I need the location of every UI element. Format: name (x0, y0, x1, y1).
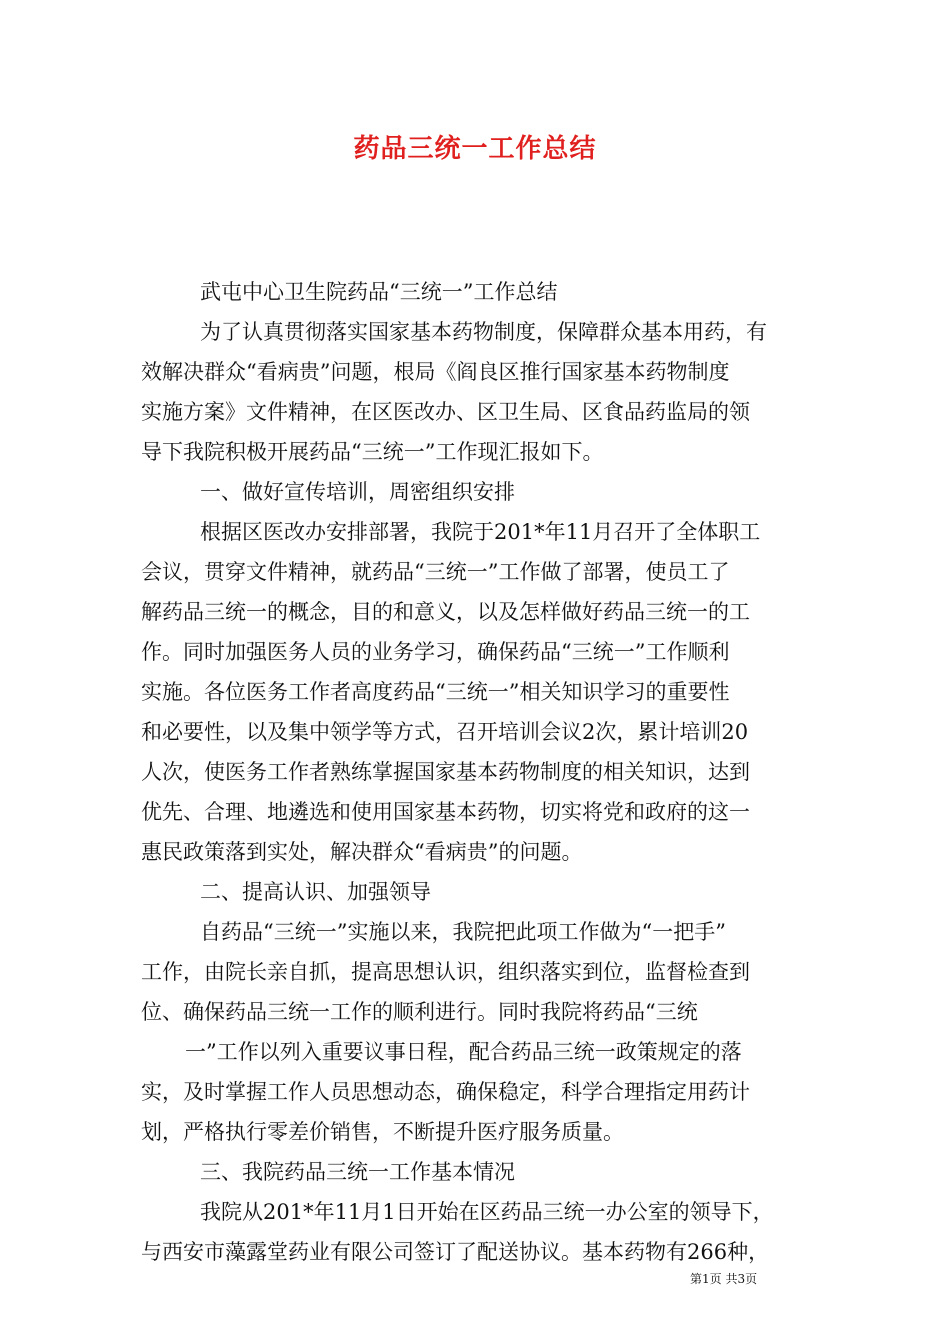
paragraph-line: 导下我院积极开展药品“三统一”工作现汇报如下。 (141, 440, 604, 464)
document-title: 药品三统一工作总结 (353, 134, 597, 164)
paragraph-line: 一”工作以列入重要议事日程，配合药品三统一政策规定的落 (185, 1040, 742, 1064)
paragraph-line: 作。同时加强医务人员的业务学习，确保药品“三统一”工作顺利 (141, 640, 730, 664)
paragraph-line: 根据区医改办安排部署，我院于201*年11月召开了全体职工 (200, 520, 761, 544)
paragraph-line: 工作，由院长亲自抓，提高思想认识，组织落实到位，监督检查到 (141, 960, 750, 984)
paragraph-line: 人次，使医务工作者熟练掌握国家基本药物制度的相关知识，达到 (141, 760, 750, 784)
paragraph-line: 位、确保药品三统一工作的顺利进行。同时我院将药品“三统 (141, 1000, 698, 1024)
paragraph-line: 会议，贯穿文件精神，就药品“三统一”工作做了部署，使员工了 (141, 560, 730, 584)
page-number: 第1页 共3页 (690, 1272, 758, 1286)
paragraph-line: 我院从201*年11月1日开始在区药品三统一办公室的领导下， (200, 1200, 774, 1224)
paragraph-line: 解药品三统一的概念，目的和意义，以及怎样做好药品三统一的工 (141, 600, 750, 624)
paragraph-line: 与西安市藻露堂药业有限公司签订了配送协议。基本药物有266种， (141, 1240, 770, 1264)
paragraph-line: 为了认真贯彻落实国家基本药物制度，保障群众基本用药，有 (200, 320, 767, 344)
paragraph-line: 实，及时掌握工作人员思想动态，确保稳定，科学合理指定用药计 (141, 1080, 750, 1104)
paragraph-line: 惠民政策落到实处，解决群众“看病贵”的问题。 (141, 840, 583, 864)
paragraph-line: 实施方案》文件精神，在区医改办、区卫生局、区食品药监局的领 (141, 400, 750, 424)
section-heading: 三、我院药品三统一工作基本情况 (200, 1160, 515, 1184)
paragraph-line: 效解决群众“看病贵”问题，根局《阎良区推行国家基本药物制度 (141, 360, 730, 384)
paragraph-line: 优先、合理、地遴选和使用国家基本药物，切实将党和政府的这一 (141, 800, 750, 824)
document-subtitle: 武屯中心卫生院药品“三统一”工作总结 (200, 280, 558, 304)
paragraph-line: 自药品“三统一”实施以来，我院把此项工作做为“一把手” (200, 920, 726, 944)
paragraph-line: 划，严格执行零差价销售，不断提升医疗服务质量。 (141, 1120, 624, 1144)
document-body (141, 272, 811, 1272)
section-heading: 一、做好宣传培训，周密组织安排 (200, 480, 515, 504)
section-heading: 二、提高认识、加强领导 (200, 880, 431, 904)
paragraph-line: 和必要性，以及集中领学等方式，召开培训会议2次，累计培训20 (141, 720, 749, 744)
paragraph-line: 实施。各位医务工作者高度药品“三统一”相关知识学习的重要性 (141, 680, 730, 704)
